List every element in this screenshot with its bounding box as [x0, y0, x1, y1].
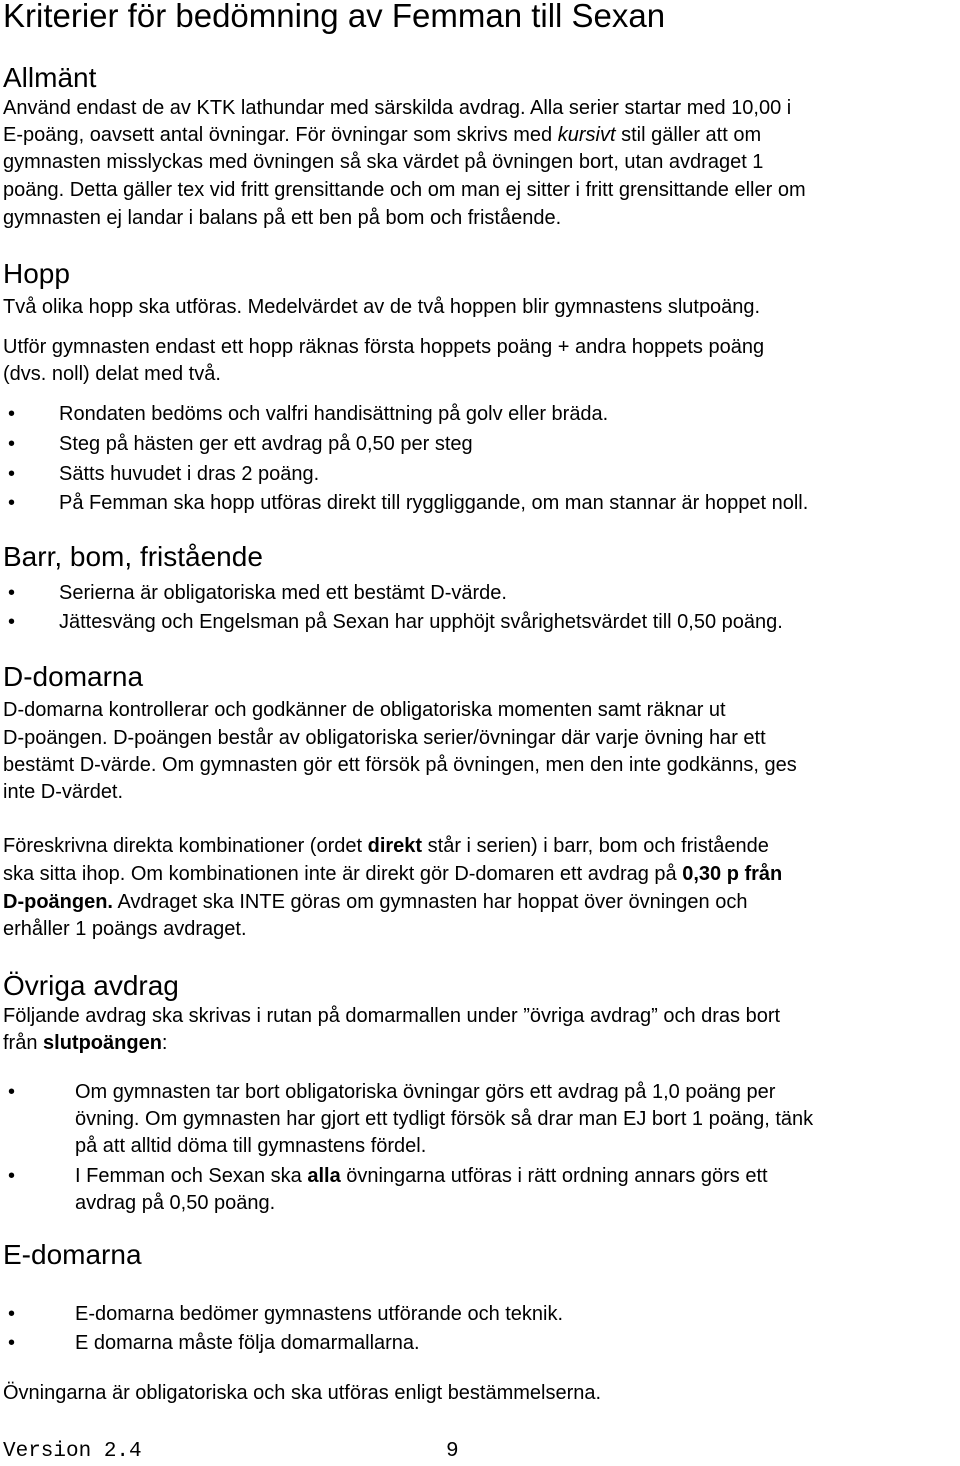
bullet-icon: •	[8, 1081, 16, 1103]
allmant-line-5: gymnasten ej landar i balans på ett ben på bom och fristående.	[3, 207, 562, 229]
section-heading-allmant: Allmänt	[3, 62, 97, 93]
bullet-icon: •	[8, 1303, 16, 1325]
ddomarna-line-1: D-domarna kontrollerar och godkänner de obligatoriska momenten samt räknar ut	[3, 699, 726, 721]
section-heading-ddomarna: D-domarna	[3, 661, 144, 692]
section-heading-edomarna: E-domarna	[3, 1239, 142, 1270]
page-title: Kriterier för bedömning av Femman till Sexan	[3, 0, 666, 34]
footer-version: Version 2.4	[3, 1440, 142, 1463]
allmant-line-4: poäng. Detta gäller tex vid fritt grensittande och om man ej sitter i fritt grensittande eller om	[3, 179, 806, 201]
edomarna-bullet-1: E-domarna bedömer gymnastens utförande och teknik.	[75, 1303, 564, 1325]
hopp-bullet-2: Steg på hästen ger ett avdrag på 0,50 per steg	[59, 433, 473, 455]
ddomarna-p2-line-4: erhåller 1 poängs avdraget.	[3, 918, 247, 940]
allmant-line-1: Använd endast de av KTK lathundar med särskilda avdrag. Alla serier startar med 10,00 i	[3, 97, 792, 119]
bullet-icon: •	[8, 403, 16, 425]
ovriga-bullet-1-line-1: Om gymnasten tar bort obligatoriska övningar görs ett avdrag på 1,0 poäng per	[75, 1081, 776, 1103]
bullet-icon: •	[8, 463, 16, 485]
allmant-line-2: E-poäng, oavsett antal övningar. För övningar som skrivs med kursivt stil gäller att om	[3, 124, 762, 146]
bullet-icon: •	[8, 582, 16, 604]
bullet-icon: •	[8, 492, 16, 514]
bullet-icon: •	[8, 433, 16, 455]
ovriga-bullet-1-line-2: övning. Om gymnasten har gjort ett tydligt försök så drar man EJ bort 1 poäng, tänk	[75, 1108, 814, 1130]
hopp-paragraph-2-line-2: (dvs. noll) delat med två.	[3, 363, 221, 385]
bullet-icon: •	[8, 1332, 16, 1354]
ddomarna-p2-line-2: ska sitta ihop. Om kombinationen inte är direkt gör D-domaren ett avdrag på 0,30 p från	[3, 863, 783, 885]
ddomarna-line-2: D-poängen. D-poängen består av obligatoriska serier/övningar där varje övning har ett	[3, 727, 766, 749]
ddomarna-line-3: bestämt D-värde. Om gymnasten gör ett försök på övningen, men den inte godkänns, ges	[3, 754, 797, 776]
section-heading-ovriga: Övriga avdrag	[3, 970, 179, 1001]
allmant-line-3: gymnasten misslyckas med övningen så ska värdet på övningen bort, utan avdraget 1	[3, 151, 764, 173]
edomarna-bullet-2: E domarna måste följa domarmallarna.	[75, 1332, 420, 1354]
hopp-paragraph-1: Två olika hopp ska utföras. Medelvärdet av de två hoppen blir gymnastens slutpoäng.	[3, 296, 761, 318]
ddomarna-p2-line-1: Föreskrivna direkta kombinationer (ordet direkt står i serien) i barr, bom och fristående	[3, 835, 769, 857]
hopp-paragraph-2-line-1: Utför gymnasten endast ett hopp räknas första hoppets poäng + andra hoppets poäng	[3, 336, 765, 358]
hopp-bullet-4: På Femman ska hopp utföras direkt till ryggliggande, om man stannar är hoppet noll.	[59, 492, 809, 514]
section-heading-hopp: Hopp	[3, 258, 70, 289]
ovriga-bullet-1-line-3: på att alltid döma till gymnastens fördel.	[75, 1135, 427, 1157]
ovriga-line-1: Följande avdrag ska skrivas i rutan på domarmallen under ”övriga avdrag” och dras bort	[3, 1005, 781, 1027]
ovriga-line-2: från slutpoängen:	[3, 1032, 168, 1054]
hopp-bullet-3: Sätts huvudet i dras 2 poäng.	[59, 463, 320, 485]
ddomarna-line-4: inte D-värdet.	[3, 781, 124, 803]
hopp-bullet-1: Rondaten bedöms och valfri handisättning på golv eller bräda.	[59, 403, 609, 425]
page-footer	[3, 1438, 459, 1466]
section-heading-barr: Barr, bom, fristående	[3, 541, 263, 572]
bullet-icon: •	[8, 611, 16, 633]
footer-page-number: 9	[446, 1440, 459, 1463]
ovriga-bullet-2-line-1: I Femman och Sexan ska alla övningarna utföras i rätt ordning annars görs ett	[75, 1165, 768, 1187]
ddomarna-p2-line-3: D-poängen. Avdraget ska INTE göras om gymnasten har hoppat över övningen och	[3, 891, 748, 913]
barr-bullet-2: Jättesväng och Engelsman på Sexan har upphöjt svårighetsvärdet till 0,50 poäng.	[59, 611, 783, 633]
ovriga-bullet-2-line-2: avdrag på 0,50 poäng.	[75, 1192, 276, 1214]
bullet-icon: •	[8, 1165, 16, 1187]
barr-bullet-1: Serierna är obligatoriska med ett bestämt D-värde.	[59, 582, 507, 604]
closing-sentence: Övningarna är obligatoriska och ska utföras enligt bestämmelserna.	[3, 1382, 602, 1404]
